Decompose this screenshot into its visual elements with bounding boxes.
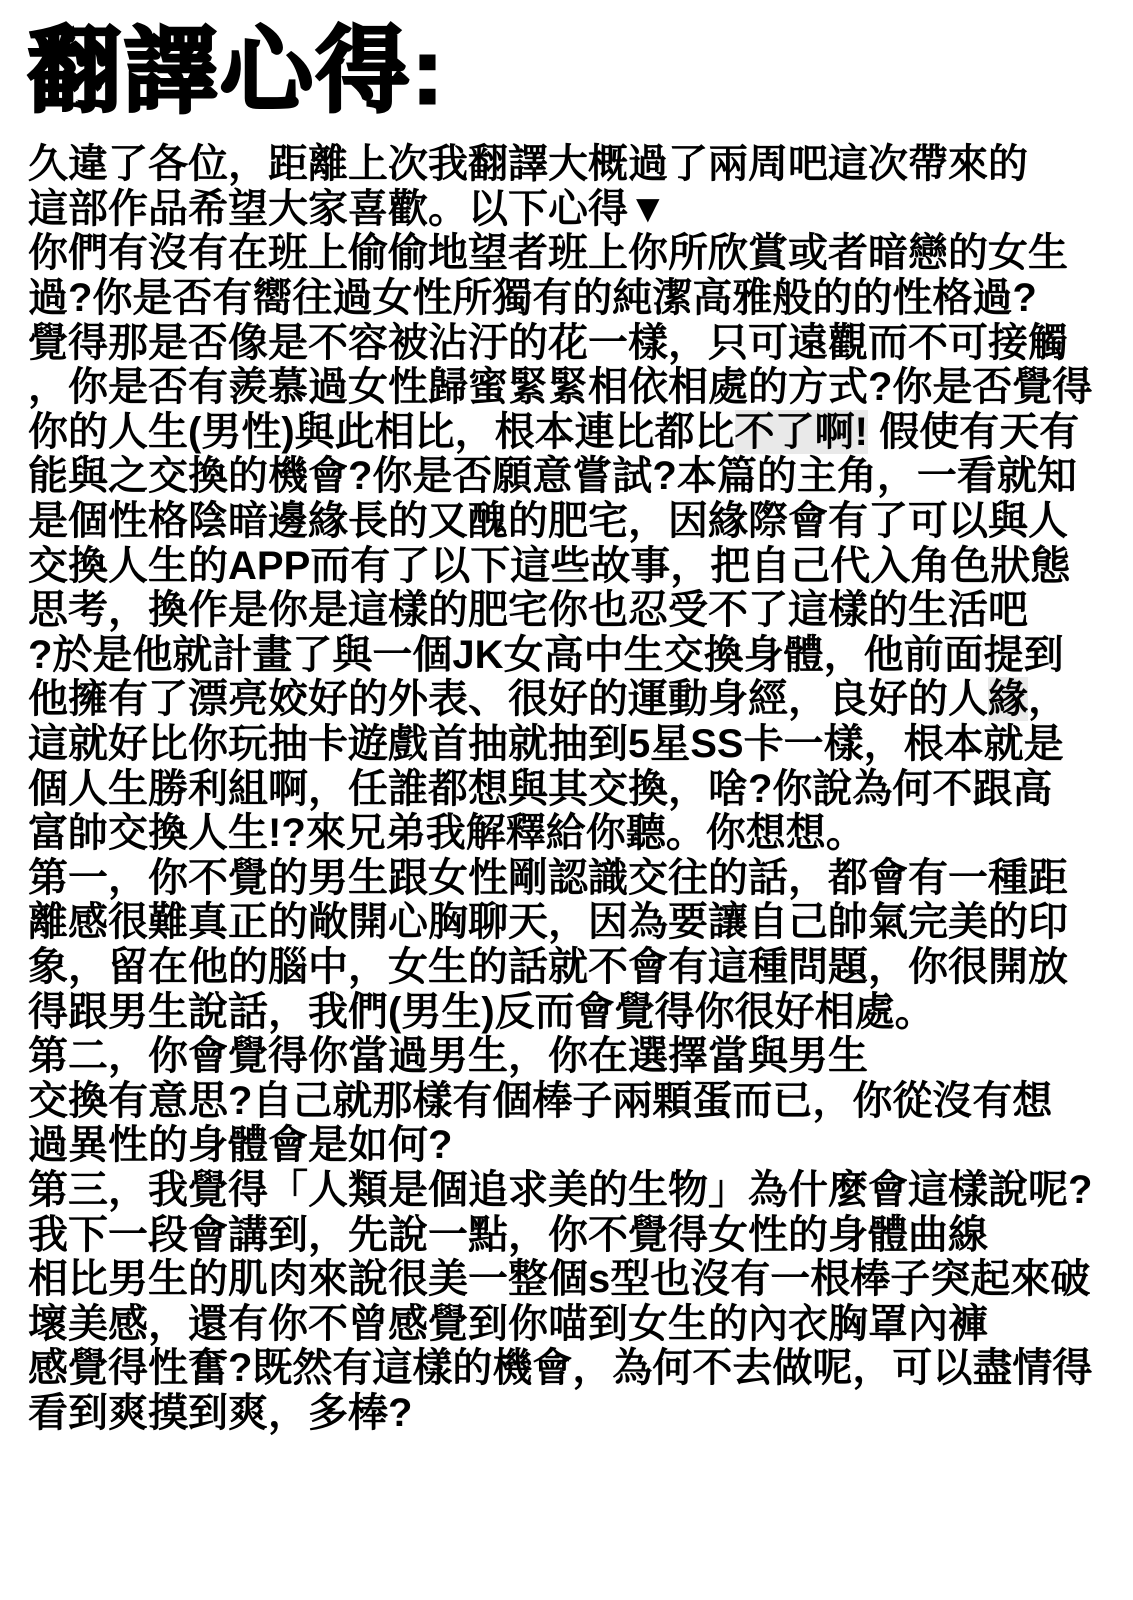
text-line — [28, 1213, 1105, 1258]
text-segment: 富帥交換人生!?來兄弟我解釋給你聽。你想想。 — [28, 811, 866, 856]
text-line — [28, 1123, 1105, 1168]
text-line — [28, 1302, 1105, 1347]
text-line — [28, 544, 1105, 589]
text-line — [28, 1257, 1105, 1302]
text-segment: ?於是他就計畫了與一個JK女高中生交換身體，他前面提到 — [28, 632, 1064, 677]
text-segment: ， — [1028, 677, 1068, 722]
text-segment: 看到爽摸到爽，多棒? — [28, 1390, 413, 1435]
text-line — [28, 187, 1105, 232]
text-segment: 交換人生的APP而有了以下這些故事，把自己代入角色狀態 — [28, 543, 1071, 588]
text-line — [28, 321, 1105, 366]
text-segment: 象，留在他的腦中，女生的話就不會有這種問題，你很開放 — [28, 944, 1068, 989]
text-segment: 過?你是否有嚮往過女性所獨有的純潔高雅般的的性格過? — [28, 276, 1037, 321]
page-title: 翻譯心得: — [28, 19, 446, 123]
text-line — [28, 1034, 1105, 1079]
text-line — [28, 722, 1105, 767]
text-segment: 壞美感，還有你不曾感覺到你喵到女生的內衣胸罩內褲 — [28, 1301, 988, 1346]
text-segment: 是個性格陰暗邊緣長的又醜的肥宅，因緣際會有了可以與人 — [28, 499, 1068, 544]
text-line — [28, 945, 1105, 990]
text-segment: 過異性的身體會是如何? — [28, 1123, 453, 1168]
text-segment: 交換有意思?自己就那樣有個棒子兩顆蛋而已，你從沒有想 — [28, 1078, 1053, 1123]
text-line — [28, 811, 1105, 856]
text-segment: 我下一段會講到，先說一點，你不覺得女性的身體曲線 — [28, 1212, 988, 1257]
text-segment: 感覺得性奮?既然有這樣的機會，為何不去做呢，可以盡情得 — [28, 1346, 1093, 1391]
text-segment: 第一，你不覺的男生跟女性剛認識交往的話，都會有一種距 — [28, 855, 1068, 900]
text-segment: ，你是否有羨慕過女性歸蜜緊緊相依相處的方式?你是否覺得 — [28, 365, 1093, 410]
text-line — [28, 231, 1105, 276]
text-segment: 個人生勝利組啊，任誰都想與其交換，啥?你說為何不跟高 — [28, 766, 1053, 811]
text-segment: 第三，我覺得「人類是個追求美的生物」為什麼會這樣說呢? — [28, 1167, 1093, 1212]
text-line — [28, 588, 1105, 633]
text-segment: 他擁有了漂亮姣好的外表、很好的運動身經，良好的人 — [28, 677, 988, 722]
text-segment: 覺得那是否像是不容被沾汙的花一樣，只可遠觀而不可接觸 — [28, 320, 1068, 365]
text-segment: 你的人生(男性)與此相比，根本連比都比 — [28, 409, 735, 454]
text-line — [28, 365, 1105, 410]
text-segment: 相比男生的肌肉來說很美一整個s型也沒有一根棒子突起來破 — [28, 1257, 1091, 1302]
text-segment: 離感很難真正的敞開心胸聊天，因為要讓自己帥氣完美的印 — [28, 900, 1068, 945]
text-segment: 久違了各位，距離上次我翻譯大概過了兩周吧這次帶來的 — [28, 142, 1028, 187]
text-line — [28, 990, 1105, 1035]
text-line — [28, 410, 1105, 455]
text-line — [28, 856, 1105, 901]
text-segment: 你們有沒有在班上偷偷地望者班上你所欣賞或者暗戀的女生 — [28, 231, 1068, 276]
text-line — [28, 1391, 1105, 1436]
highlighted-text: 不了啊! — [734, 409, 868, 454]
text-segment: 假使有天有 — [867, 409, 1080, 454]
highlighted-text: 緣 — [988, 677, 1028, 722]
text-segment: 這就好比你玩抽卡遊戲首抽就抽到5星SS卡一樣，根本就是 — [28, 722, 1064, 767]
text-line — [28, 1168, 1105, 1213]
text-segment: 得跟男生說話，我們(男生)反而會覺得你很好相處。 — [28, 989, 935, 1034]
text-line — [28, 900, 1105, 945]
text-line — [28, 276, 1105, 321]
text-line — [28, 677, 1105, 722]
text-segment: 思考，換作是你是這樣的肥宅你也忍受不了這樣的生活吧 — [28, 588, 1028, 633]
text-line — [28, 499, 1105, 544]
text-segment: 能與之交換的機會?你是否願意嘗試?本篇的主角，一看就知 — [28, 454, 1077, 499]
body-text — [28, 142, 1105, 1435]
text-segment: 這部作品希望大家喜歡。以下心得▼ — [28, 186, 668, 231]
text-line — [28, 1346, 1105, 1391]
text-segment: 第二，你會覺得你當過男生，你在選擇當與男生 — [28, 1034, 868, 1079]
text-line — [28, 1079, 1105, 1124]
text-line — [28, 767, 1105, 812]
text-line — [28, 633, 1105, 678]
text-line — [28, 142, 1105, 187]
text-line — [28, 454, 1105, 499]
